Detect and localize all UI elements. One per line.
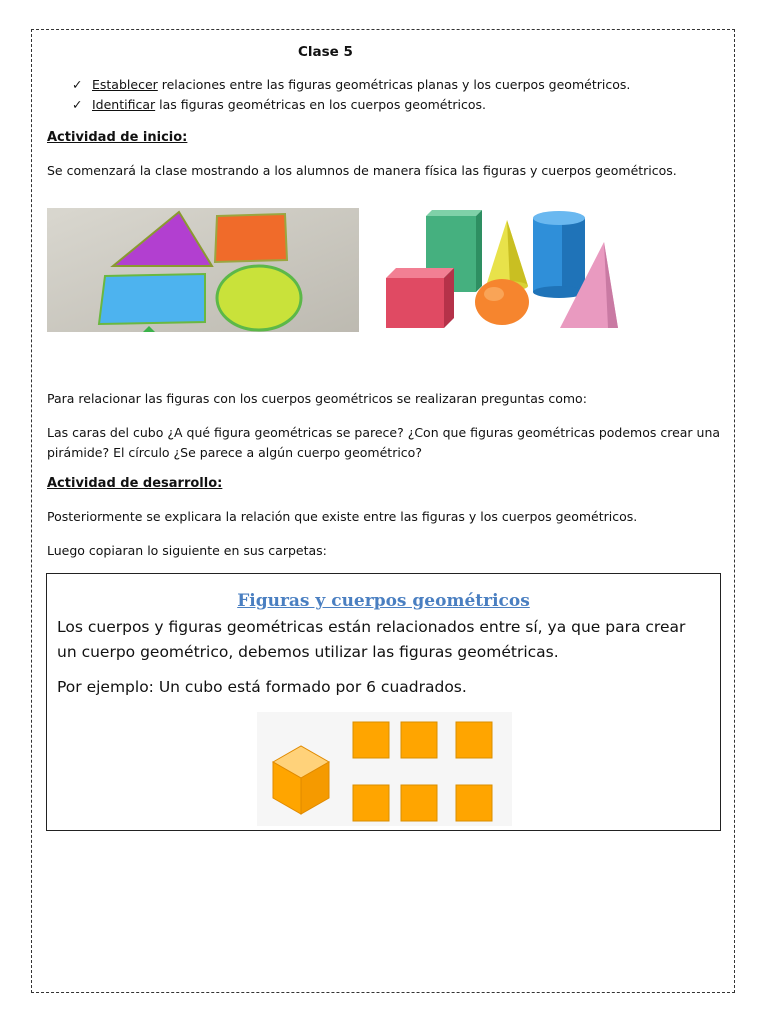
square-5 [401, 785, 437, 821]
box-title: Figuras y cuerpos geométricos [237, 591, 530, 611]
square-3 [456, 722, 492, 758]
objective-verb: Establecer [92, 77, 158, 92]
box-text-1: Los cuerpos y figuras geométricas están relacionados entre sí, ya que para crear un cuerpo geométrico, debemos utilizar las figuras geométricas. [57, 618, 686, 661]
square-2 [401, 722, 437, 758]
page-title: Clase 5 [298, 44, 353, 60]
solid-shapes-illustration [382, 206, 634, 334]
cube-squares-figure [257, 712, 512, 826]
checkmark-icon: ✓ [72, 77, 83, 92]
objective-2 [72, 97, 486, 112]
objective-1 [72, 77, 630, 92]
objective-text: relaciones entre las figuras geométricas planas y los cuerpos geométricos. [157, 77, 631, 92]
notebook-box [46, 573, 721, 831]
box-text-2: Por ejemplo: Un cubo está formado por 6 cuadrados. [57, 678, 467, 696]
solid-shapes-photo [382, 206, 634, 334]
heading-desarrollo: Actividad de desarrollo: [47, 476, 223, 491]
relacion-text: Para relacionar las figuras con los cuerpos geométricos se realizaran preguntas como: [47, 391, 587, 406]
flat-shapes-illustration [47, 208, 359, 332]
blue-cylinder [533, 211, 585, 298]
inicio-text: Se comenzará la clase mostrando a los alumnos de manera física las figuras y cuerpos geométricos. [47, 163, 677, 178]
orange-sphere [475, 279, 529, 325]
objective-verb: Identificar [92, 97, 156, 112]
checkmark-icon: ✓ [72, 97, 83, 112]
square-6 [456, 785, 492, 821]
preguntas-text: Las caras del cubo ¿A qué figura geométricas se parece? ¿Con que figuras geométricas podemos crear una pirámide? El círculo ¿Se parece a algún cuerpo geométrico? [47, 425, 721, 460]
square-1 [353, 722, 389, 758]
heading-inicio: Actividad de inicio: [47, 130, 188, 145]
square-4 [353, 785, 389, 821]
desarrollo-text-2: Luego copiaran lo siguiente en sus carpetas: [47, 543, 327, 558]
cube-net-illustration [257, 712, 512, 826]
desarrollo-text-1: Posteriormente se explicara la relación que existe entre las figuras y los cuerpos geométricos. [47, 509, 638, 524]
red-cube [386, 268, 454, 328]
objective-text: las figuras geométricas en los cuerpos geométricos. [155, 97, 486, 112]
square-shape [215, 214, 287, 262]
rectangle-shape [99, 274, 205, 324]
flat-shapes-photo [47, 208, 359, 332]
circle-shape [217, 266, 301, 330]
